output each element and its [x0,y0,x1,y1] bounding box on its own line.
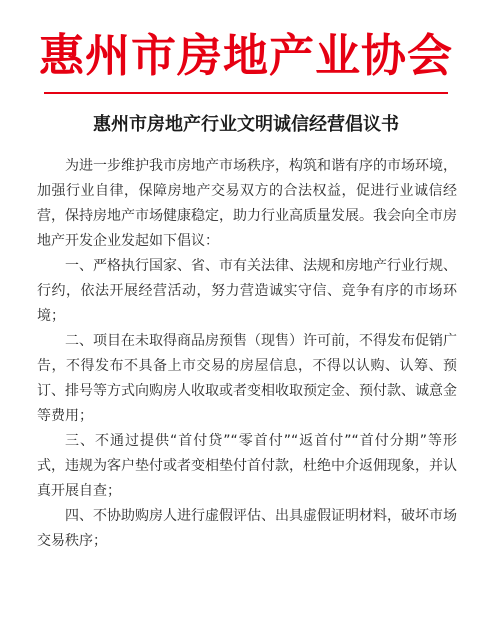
document-title: 惠州市房地产行业文明诚信经营倡议书 [93,114,399,135]
paragraph-intro: 为进一步维护我市房地产市场秩序，构筑和谐有序的市场环境，加强行业自律，保障房地产交易双方的合法权益，促进行业诚信经营，保持房地产市场健康稳定，助力行业高质量发展。我会向全市房地产开发企业发起如下倡议： [37,158,457,249]
paragraph-item-2: 二、项目在未取得商品房预售（现售）许可前，不得发布促销广告，不得发布不具备上市交易的房屋信息，不得以认购、认筹、预订、排号等方式向购房人收取或者变相收取预定金、预付款、诚意金等费用； [37,333,457,424]
document-body [37,154,457,554]
organization-name: 惠州市房地产业协会 [38,29,453,82]
paragraph-item-3: 三、不通过提供“首付贷”“零首付”“返首付”“首付分期”等形式，违规为客户垫付或者变相垫付首付款，杜绝中介返佣现象，并认真开展自查； [37,433,457,499]
paragraph-item-1: 一、严格执行国家、省、市有关法律、法规和房地产行业行规、行约，依法开展经营活动，努力营造诚实守信、竞争有序的市场环境； [37,258,457,324]
header-divider [44,92,448,94]
paragraph-item-4: 四、不协助购房人进行虚假评估、出具虚假证明材料，破坏市场交易秩序； [37,508,457,549]
